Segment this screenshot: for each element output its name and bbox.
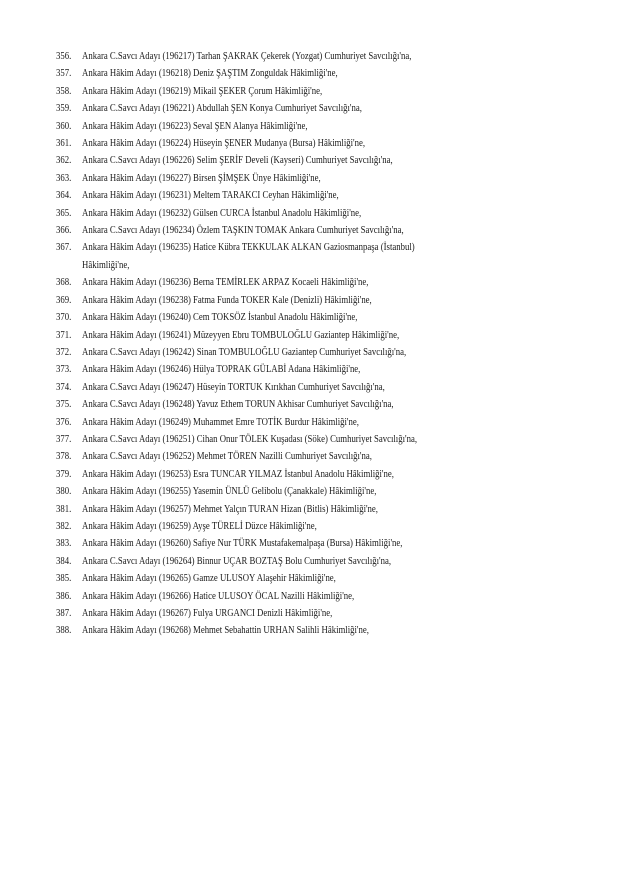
list-item (56, 327, 594, 344)
item-number: 374. (56, 381, 72, 393)
item-text (82, 605, 332, 622)
item-number: 358. (56, 85, 72, 97)
list-item (56, 187, 594, 204)
item-text (82, 152, 393, 169)
list-item (56, 588, 594, 605)
item-number: 363. (56, 172, 72, 184)
item-text (82, 239, 415, 274)
item-text (82, 48, 411, 65)
item-text-line: Ankara C.Savcı Adayı (196226) Selim ŞERİF Develi (Kayseri) Cumhuriyet Savcılığı'na, (82, 155, 393, 167)
item-text (82, 361, 360, 378)
item-text-line: Ankara Hâkim Adayı (196231) Meltem TARAKCI Ceyhan Hâkimliği'ne, (82, 190, 339, 202)
item-number: 387. (56, 608, 72, 619)
item-text (82, 431, 417, 448)
item-number: 379. (56, 468, 72, 480)
list-item (56, 152, 594, 169)
item-text-line: Ankara Hâkim Adayı (196227) Birsen ŞİMŞEK Ünye Hâkimliği'ne, (82, 172, 321, 184)
item-text-line: Ankara Hâkim Adayı (196266) Hatice ULUSOY ÖCAL Nazilli Hâkimliği'ne, (82, 590, 355, 602)
item-text-line: Ankara Hâkim Adayı (196236) Berna TEMİRLEK ARPAZ Kocaeli Hâkimliği'ne, (82, 277, 369, 289)
item-text (82, 344, 406, 361)
list-item (56, 205, 594, 222)
item-number: 378. (56, 451, 72, 463)
list-item (56, 274, 594, 291)
list-item (56, 344, 594, 361)
item-text-line: Ankara Hâkim Adayı (196219) Mikail ŞEKER Çorum Hâkimliği'ne, (82, 85, 323, 97)
item-number: 381. (56, 503, 72, 515)
item-text (82, 205, 361, 222)
item-text-line: Ankara C.Savcı Adayı (196264) Binnur UÇAR BOZTAŞ Bolu Cumhuriyet Savcılığı'na, (82, 555, 392, 567)
item-text (82, 65, 338, 82)
list-item (56, 239, 594, 274)
list-item (56, 622, 594, 639)
list-item (56, 414, 594, 431)
item-text-line: Ankara Hâkim Adayı (196246) Hülya TOPRAK GÜLABİ Adana Hâkimliği'ne, (82, 364, 361, 376)
item-text (82, 466, 394, 483)
item-text-line: Ankara Hâkim Adayı (196257) Mehmet Yalçın TURAN Hizan (Bitlis) Hâkimliği'ne, (82, 503, 378, 515)
item-number: 368. (56, 277, 72, 289)
list-item (56, 118, 594, 135)
item-text (82, 135, 365, 152)
item-number: 367. (56, 242, 72, 254)
item-text-line: Ankara Hâkim Adayı (196267) Fulya URGANCI Denizli Hâkimliği'ne, (82, 608, 333, 619)
list-item (56, 135, 594, 152)
item-number: 388. (56, 625, 72, 637)
item-text-line: Ankara Hâkim Adayı (196265) Gamze ULUSOY Alaşehir Hâkimliği'ne, (82, 573, 336, 585)
item-text-line: Ankara C.Savcı Adayı (196251) Cihan Onur TÖLEK Kuşadası (Söke) Cumhuriyet Savcılığı'na, (82, 433, 418, 445)
item-text-line: Ankara Hâkim Adayı (196238) Fatma Funda TOKER Kale (Denizli) Hâkimliği'ne, (82, 294, 372, 306)
list-item (56, 379, 594, 396)
item-text (82, 170, 321, 187)
list-item (56, 448, 594, 465)
item-text (82, 100, 362, 117)
item-text (82, 327, 399, 344)
item-text-line: Ankara Hâkim Adayı (196232) Gülsen CURCA İstanbul Anadolu Hâkimliği'ne, (82, 207, 362, 219)
item-text-line: Ankara Hâkim Adayı (196259) Ayşe TÜRELİ Düzce Hâkimliği'ne, (82, 520, 317, 532)
item-number: 372. (56, 346, 72, 358)
item-number: 384. (56, 555, 72, 567)
item-number: 362. (56, 155, 72, 167)
item-text-line: Ankara C.Savcı Adayı (196242) Sinan TOMBULOĞLU Gaziantep Cumhuriyet Savcılığı'na, (82, 346, 407, 358)
list-item (56, 100, 594, 117)
item-number: 361. (56, 138, 72, 150)
list-item (56, 292, 594, 309)
item-text-line: Ankara Hâkim Adayı (196255) Yasemin ÜNLÜ Gelibolu (Çanakkale) Hâkimliği'ne, (82, 486, 377, 498)
item-text (82, 396, 394, 413)
item-number: 373. (56, 364, 72, 376)
item-text (82, 535, 402, 552)
item-text-line: Ankara C.Savcı Adayı (196252) Mehmet TÖREN Nazilli Cumhuriyet Savcılığı'na, (82, 451, 372, 463)
item-text (82, 379, 385, 396)
item-number: 366. (56, 225, 72, 237)
list-item (56, 431, 594, 448)
item-number: 369. (56, 294, 72, 306)
item-text (82, 292, 372, 309)
item-text (82, 588, 354, 605)
item-number: 365. (56, 207, 72, 219)
item-text-line: Ankara Hâkim Adayı (196235) Hatice Kübra TEKKULAK ALKAN Gaziosmanpaşa (İstanbul) (82, 242, 415, 254)
item-text (82, 414, 359, 431)
item-text (82, 187, 339, 204)
item-number: 380. (56, 486, 72, 498)
list-item (56, 518, 594, 535)
list-item (56, 483, 594, 500)
item-text (82, 501, 378, 518)
item-number: 382. (56, 520, 72, 532)
appointment-list (56, 48, 596, 640)
item-text (82, 448, 372, 465)
list-item (56, 535, 594, 552)
list-item (56, 361, 594, 378)
item-text (82, 309, 357, 326)
item-text-line: Ankara C.Savcı Adayı (196248) Yavuz Ethem TORUN Akhisar Cumhuriyet Savcılığı'na, (82, 399, 394, 411)
item-text-line: Ankara C.Savcı Adayı (196234) Özlem TAŞKIN TOMAK Ankara Cumhuriyet Savcılığı'na, (82, 225, 404, 237)
item-text (82, 274, 368, 291)
item-text (82, 570, 336, 587)
item-number: 359. (56, 103, 72, 115)
item-number: 377. (56, 433, 72, 445)
item-number: 360. (56, 120, 72, 132)
item-text-line: Ankara Hâkim Adayı (196240) Cem TOKSÖZ İstanbul Anadolu Hâkimliği'ne, (82, 312, 358, 324)
item-number: 385. (56, 573, 72, 585)
item-text-line: Ankara Hâkim Adayı (196241) Müzeyyen Ebru TOMBULOĞLU Gaziantep Hâkimliği'ne, (82, 329, 400, 341)
item-text (82, 622, 369, 639)
item-number: 386. (56, 590, 72, 602)
list-item (56, 501, 594, 518)
item-text (82, 222, 404, 239)
item-text-line: Ankara Hâkim Adayı (196223) Seval ŞEN Alanya Hâkimliği'ne, (82, 120, 308, 132)
item-text-line: Ankara Hâkim Adayı (196218) Deniz ŞAŞTIM Zonguldak Hâkimliği'ne, (82, 68, 338, 80)
item-number: 364. (56, 190, 72, 202)
list-item (56, 222, 594, 239)
list-item (56, 553, 594, 570)
list-item (56, 65, 594, 82)
item-text-line: Ankara Hâkim Adayı (196268) Mehmet Sebahattin URHAN Salihli Hâkimliği'ne, (82, 625, 369, 637)
list-item (56, 605, 594, 622)
list-item (56, 309, 594, 326)
item-text-line: Ankara C.Savcı Adayı (196221) Abdullah ŞEN Konya Cumhuriyet Savcılığı'na, (82, 103, 362, 115)
list-item (56, 466, 594, 483)
item-text-line: Ankara Hâkim Adayı (196224) Hüseyin ŞENER Mudanya (Bursa) Hâkimliği'ne, (82, 138, 366, 150)
item-number: 357. (56, 68, 72, 80)
item-text (82, 518, 317, 535)
item-text-line: Ankara C.Savcı Adayı (196247) Hüseyin TORTUK Kırıkhan Cumhuriyet Savcılığı'na, (82, 381, 385, 393)
item-number: 370. (56, 312, 72, 324)
item-text-line: Ankara C.Savcı Adayı (196217) Tarhan ŞAKRAK Çekerek (Yozgat) Cumhuriyet Savcılığı'na, (82, 51, 412, 62)
list-item (56, 170, 594, 187)
list-item (56, 396, 594, 413)
item-text (82, 118, 308, 135)
item-number: 383. (56, 538, 72, 550)
item-number: 376. (56, 416, 72, 428)
list-item (56, 48, 594, 65)
item-text-line: Ankara Hâkim Adayı (196260) Safiye Nur TÜRK Mustafakemalpaşa (Bursa) Hâkimliği'ne, (82, 538, 403, 550)
item-text (82, 483, 376, 500)
item-text (82, 83, 322, 100)
item-number: 371. (56, 329, 72, 341)
item-text-line: Ankara Hâkim Adayı (196253) Esra TUNCAR YILMAZ İstanbul Anadolu Hâkimliği'ne, (82, 468, 394, 480)
list-item (56, 83, 594, 100)
item-text-continuation: Hâkimliği'ne, (82, 259, 130, 271)
list-item (56, 570, 594, 587)
item-text-line: Ankara Hâkim Adayı (196249) Muhammet Emre TOTİK Burdur Hâkimliği'ne, (82, 416, 359, 428)
item-text (82, 553, 391, 570)
item-number: 356. (56, 51, 72, 62)
item-number: 375. (56, 399, 72, 411)
